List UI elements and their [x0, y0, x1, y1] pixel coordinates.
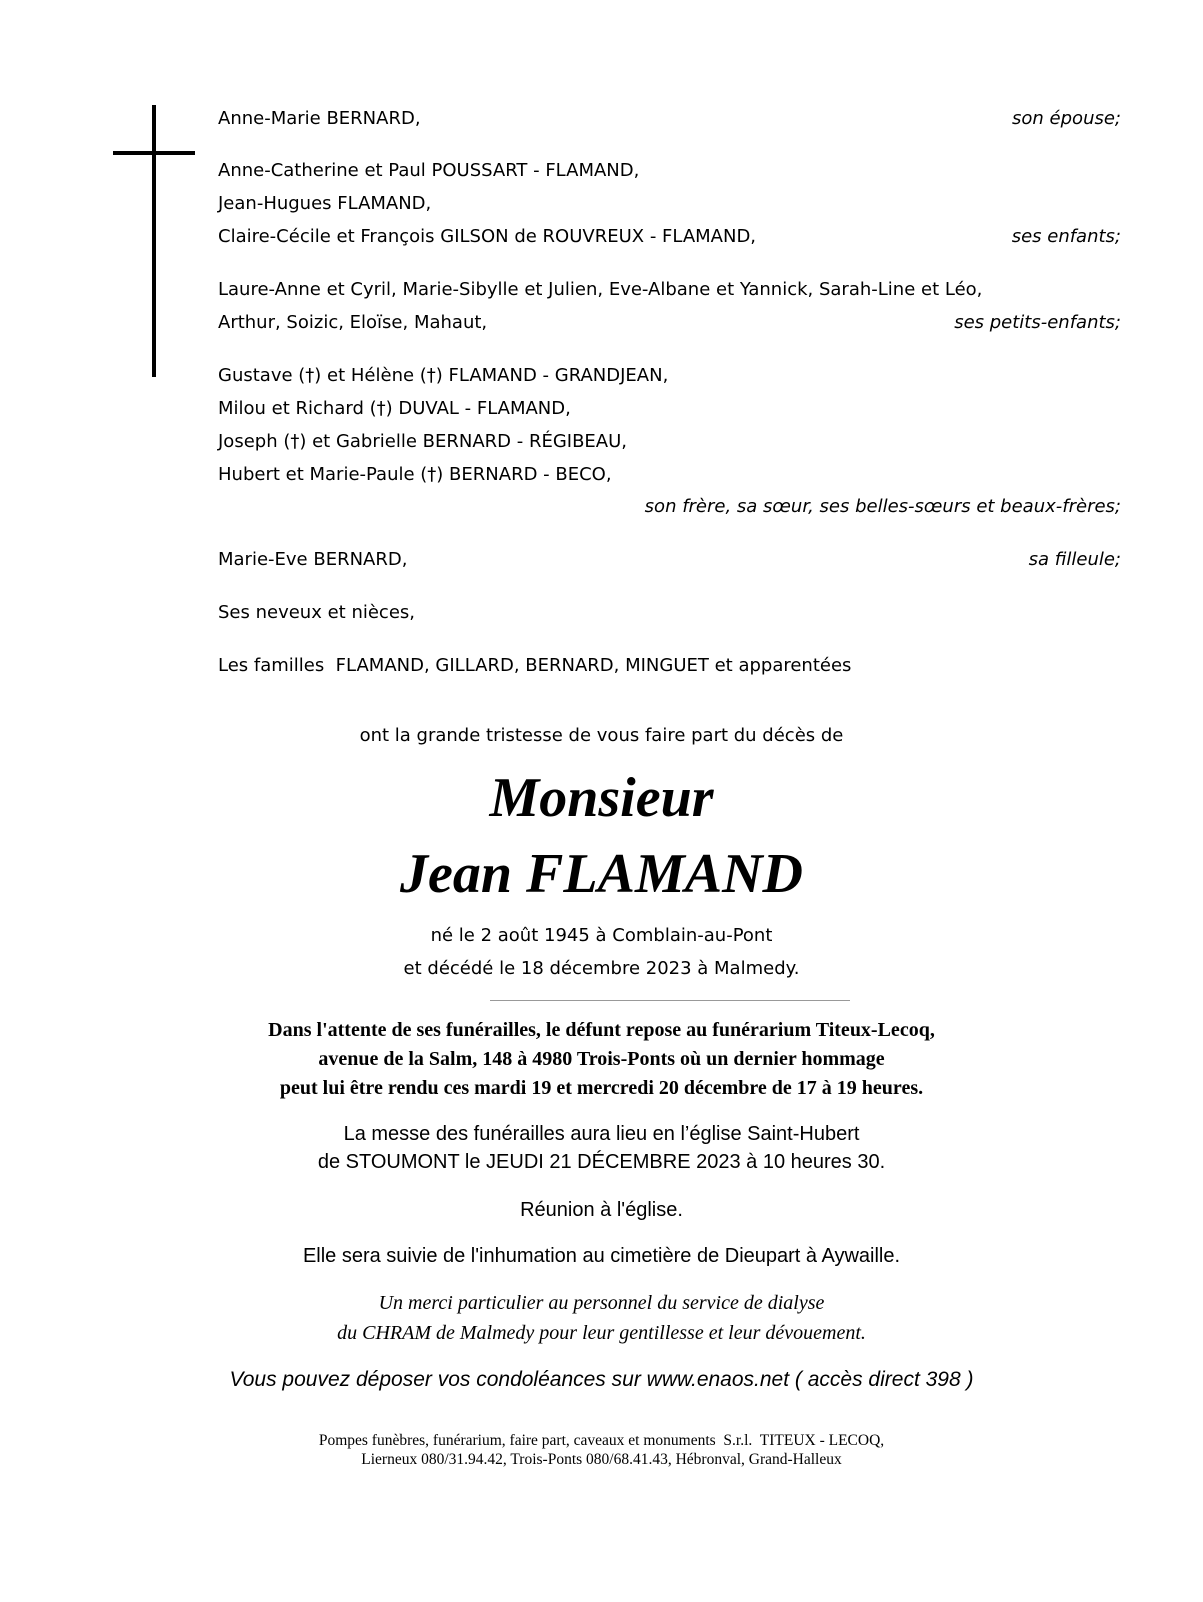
- siblings-relation: son frère, sa sœur, ses belles-sœurs et beaux-frères;: [644, 496, 1121, 517]
- nephews-row: [218, 597, 1121, 629]
- sibling-line: Milou et Richard (†) DUVAL - FLAMAND,: [218, 398, 571, 419]
- child-line: Jean-Hugues FLAMAND,: [218, 193, 432, 214]
- sibling-line: Joseph (†) et Gabrielle BERNARD - RÉGIBEAU,: [218, 431, 628, 452]
- announcement-intro: ont la grande tristesse de vous faire part du décès de: [359, 725, 844, 746]
- deceased-name: Jean FLAMAND: [400, 843, 803, 905]
- grandchildren-line: Arthur, Soizic, Eloïse, Mahaut,: [218, 312, 488, 333]
- siblings-row: [218, 459, 1121, 491]
- footer-line: Lierneux 080/31.94.42, Trois-Ponts 080/68.41.43, Hébronval, Grand-Halleux: [361, 1451, 842, 1468]
- goddaughter-relation: sa filleule;: [1028, 549, 1121, 570]
- grandchildren-line: Laure-Anne et Cyril, Marie-Sibylle et Julien, Eve-Albane et Yannick, Sarah-Line et Léo,: [218, 279, 983, 300]
- children-row: [218, 221, 1121, 253]
- mass-line: La messe des funérailles aura lieu en l’église Saint-Hubert: [343, 1123, 860, 1145]
- cross-vertical-bar: [152, 105, 156, 377]
- siblings-row: [218, 393, 1121, 425]
- siblings-row: [218, 426, 1121, 458]
- goddaughter-name: Marie-Eve BERNARD,: [218, 549, 408, 570]
- burial-text: Elle sera suivie de l'inhumation au cimetière de Dieupart à Aywaille.: [302, 1245, 901, 1267]
- birth-info: né le 2 août 1945 à Comblain-au-Pont: [430, 925, 773, 946]
- grandchildren-relation: ses petits-enfants;: [954, 312, 1121, 333]
- thanks-line: Un merci particulier au personnel du service de dialyse: [378, 1292, 825, 1314]
- funerarium-paragraph: [0, 1016, 1203, 1103]
- funerarium-line: Dans l'attente de ses funérailles, le défunt repose au funérarium Titeux-Lecoq,: [268, 1019, 935, 1041]
- grandchildren-row: [218, 307, 1121, 339]
- condolences-text: Vous pouvez déposer vos condoléances sur www.enaos.net ( accès direct 398 ): [229, 1368, 974, 1391]
- child-line: Anne-Catherine et Paul POUSSART - FLAMAND,: [218, 160, 640, 181]
- grandchildren-row: [218, 274, 1121, 306]
- death-info: et décédé le 18 décembre 2023 à Malmedy.: [403, 958, 800, 979]
- families-text: Les familles FLAMAND, GILLARD, BERNARD, MINGUET et apparentées: [218, 655, 852, 676]
- mass-line: de STOUMONT le JEUDI 21 DÉCEMBRE 2023 à 10 heures 30.: [317, 1151, 886, 1173]
- footer-line: Pompes funèbres, funérarium, faire part, caveaux et monuments S.r.l. TITEUX - LECOQ,: [318, 1432, 885, 1449]
- spouse-name: Anne-Marie BERNARD,: [218, 108, 421, 129]
- cross-horizontal-bar: [113, 151, 195, 155]
- deceased-title: Monsieur: [489, 767, 714, 829]
- funerarium-line: peut lui être rendu ces mardi 19 et mercredi 20 décembre de 17 à 19 heures.: [279, 1077, 924, 1099]
- siblings-relation-row: [218, 491, 1121, 523]
- siblings-row: [218, 360, 1121, 392]
- families-row: [218, 650, 1121, 682]
- divider-line: [490, 1000, 850, 1001]
- goddaughter-row: [218, 544, 1121, 576]
- children-row: [218, 155, 1121, 187]
- thanks-line: du CHRAM de Malmedy pour leur gentillesse et leur dévouement.: [337, 1322, 866, 1344]
- sibling-line: Hubert et Marie-Paule (†) BERNARD - BECO,: [218, 464, 612, 485]
- child-line: Claire-Cécile et François GILSON de ROUVREUX - FLAMAND,: [218, 226, 757, 247]
- sibling-line: Gustave (†) et Hélène (†) FLAMAND - GRANDJEAN,: [218, 365, 669, 386]
- spouse-row: [218, 103, 1121, 135]
- nephews-text: Ses neveux et nièces,: [218, 602, 415, 623]
- reunion-text: Réunion à l'église.: [520, 1199, 683, 1221]
- children-row: [218, 188, 1121, 220]
- children-relation: ses enfants;: [1011, 226, 1121, 247]
- funerarium-line: avenue de la Salm, 148 à 4980 Trois-Ponts où un dernier hommage: [318, 1048, 885, 1070]
- mass-paragraph: [0, 1120, 1203, 1176]
- spouse-relation: son épouse;: [1012, 108, 1121, 129]
- footer: [0, 1431, 1203, 1469]
- thanks-paragraph: [0, 1288, 1203, 1348]
